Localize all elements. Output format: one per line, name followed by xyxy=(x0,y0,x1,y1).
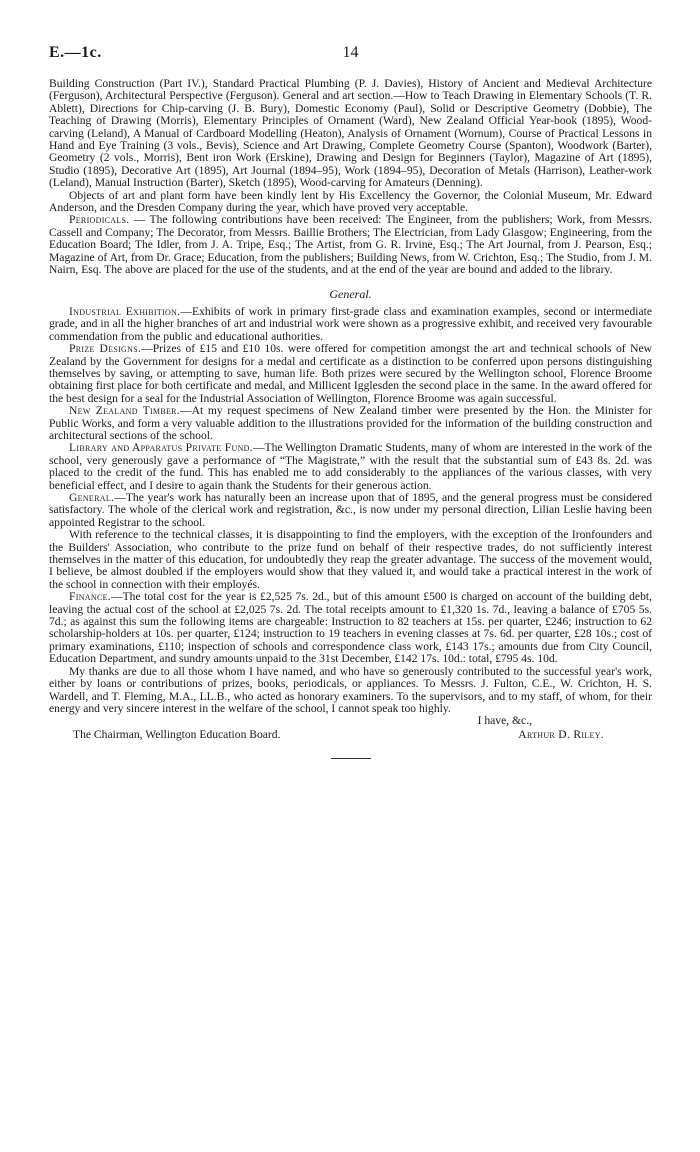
prize-designs-text: —Prizes of £15 and £10 10s. were offered for competition amongst the art and technical schools of New Zealand by the Government for designs for a medal and certificate as a distinction to be conferred upon persons distinguishing themselves by saving, or attempting to save, human life. Both prizes were secured by the Wellington school, Florence Broome obtaining first place for both certificate and medal, and Millicent Igglesden the second place in the same. In the award offered for the best design for a seal for the Industrial Association of Wellington, Florence Broome was again successful. xyxy=(49,342,652,405)
valediction: I have, &c., xyxy=(477,714,532,728)
new-zealand-timber-heading: New Zealand Timber. xyxy=(69,404,180,418)
page-number: 14 xyxy=(342,44,359,61)
paragraph-periodicals xyxy=(49,214,652,276)
new-zealand-timber-text: —At my request specimens of New Zealand timber were presented by the Hon. the Minister for Public Works, and form a very valuable addition to the illustrations provided for the information of the building construction and architectural sections of the school. xyxy=(49,404,652,442)
finance-heading: Finance. xyxy=(69,590,111,604)
addressee: The Chairman, Wellington Education Board. xyxy=(73,727,281,741)
paragraph-finance xyxy=(49,591,652,665)
paragraph-thanks: My thanks are due to all those whom I have named, and who have so generously contributed to the successful year's work, either by loans or contributions of prizes, books, periodicals, or appliances. To Messrs. J. Fulton, C.E., W. Crichton, H. S. Wardell, and T. Fleming, M.A., LL.B., who acted as honorary examiners. To the supervisors, and to my staff, of whom, for their energy and very sincere interest in the welfare of the school, I cannot speak too highly. xyxy=(49,664,652,715)
prize-designs-heading: Prize Designs. xyxy=(69,342,142,356)
industrial-exhibition-text: —Exhibits of work in primary first-grade class and examination examples, second or intermediate grade, and in all the higher branches of art and industrial work were shown as a progressive exhibit, and received very favourable commendation from the public and educational authorities. xyxy=(49,304,652,343)
library-fund-heading: Library and Apparatus Private Fund. xyxy=(69,441,253,455)
paragraph-books: Building Construction (Part IV.), Standard Practical Plumbing (P. J. Davies), History of Ancient and Medieval Architecture (Ferguson), Architectural Perspective (Ferguson). General and art section.—How to Teach Drawing in Elementary Schools (T. R. Ablett), Directions for Chip-carving (J. B. Bury), Domestic Economy (Paul), Solid or Descriptive Geometry (Dobbie), The Teaching of Drawing (Morris), Elementary Principles of Ornament (Ward), New Zealand Official Year-book (1895), Wood-carving (Leland), A Manual of Cardboard Modelling (Heaton), Analysis of Ornament (Wornum), Course of Practical Lessons in Hand and Eye Training (3 vols., Bevis), Science and Art Drawing, Complete Geometry Course (Spanton), Woodwork (Barter), Geometry (2 vols., Morris), Bent iron Work (Erskine), Drawing and Design for Beginners (Taylor), Magazine of Art (1895), Studio (1895), Decorative Art (1895), Art Journal (1894–95), Work (1894–95), Decoration of Metals (Harrison), Leather-work (Leland), Manual Instruction (Barter), Sketch (1895), Wood-carving for Amateurs (Denning). xyxy=(49,77,652,190)
paragraph-prize-designs xyxy=(49,343,652,405)
paragraph-objects: Objects of art and plant form have been kindly lent by His Excellency the Governor, the Colonial Museum, Mr. Edward Anderson, and the Dresden Company during the year, which have proved very acceptable. xyxy=(49,188,652,215)
periodicals-text: — The following contributions have been received: The Engineer, from the publishers; Work, from Messrs. Cassell and Company; The Decorator, from Messrs. Baillie Brothers; The Electrician, from Lady Glasgow; Engineering, from the Education Board; The Idler, from J. A. Tripe, Esq.; The Artist, from G. R. Irvine, Esq.; The Art Journal, from J. Pearson, Esq.; Magazine of Art, from Dr. Grace; Education, from the publishers; Building News, from W. Crichton, Esq.; The Studio, from J. M. Nairn, Esq. The above are placed for the use of the students, and at the end of the year are bound and added to the library. xyxy=(49,213,652,277)
page-header xyxy=(49,44,652,70)
paragraph-general xyxy=(49,492,652,529)
report-body xyxy=(49,78,652,742)
general-heading: General. xyxy=(69,491,115,504)
general-text: —The year's work has naturally been an increase upon that of 1895, and the general progress must be considered satisfactory. The whole of the clerical work and registration, &c., is now under my personal direction, Lilian Leslie having been appointed Registrar to the school. xyxy=(49,491,652,529)
signature-line xyxy=(49,729,652,742)
section-heading-general: General. xyxy=(329,286,372,301)
report-reference: E.—1c. xyxy=(49,44,102,61)
periodicals-heading: Periodicals. xyxy=(69,213,130,227)
author-signature: Arthur D. Riley. xyxy=(518,727,604,741)
industrial-exhibition-heading: Industrial Exhibition. xyxy=(69,304,181,318)
closing-rule xyxy=(331,758,371,759)
finance-text: —The total cost for the year is £2,525 7s. 2d., but of this amount £500 is charged on account of the building debt, leaving the actual cost of the school at £2,025 7s. 2d. The total receipts amount to £1,320 1s. 7d., leaving a balance of £705 5s. 7d.; as against this sum the following items are chargeable: Instruction to 82 teachers at 15s. per quarter, £246; instruction to 62 scholarship-holders at 10s. per quarter, £124; instruction to 19 teachers in evening classes at 7s. 6d. per quarter, £28 10s.; cost of primary examinations, £110; inspection of schools and correspondence class work, £143 17s.; amounts due from City Council, Education Department, and sundry amounts unpaid to the 31st December, £142 17s. 10d.: total, £795 4s. 10d. xyxy=(49,590,652,666)
paragraph-industrial-exhibition xyxy=(49,306,652,343)
paragraph-technical-classes: With reference to the technical classes, it is disappointing to find the employers, with the exception of the Ironfounders and the Builders' Association, who contribute to the prize fund on behalf of their respective trades, do not sufficiently interest themselves in the matter of this education, for undoubtedly they reap the greater advantage. The success of the movement would, I believe, be almost doubled if the employers would show that they valued it, and would take a practical interest in the work of the school in connection with their employés. xyxy=(49,528,652,591)
library-fund-text: —The Wellington Dramatic Students, many of whom are interested in the work of the school, very generously gave a performance of “The Magistrate,” with the result that the substantial sum of £43 8s. 2d. was placed to the credit of the fund. This has enabled me to add considerably to the appliances of the various classes, with very beneficial effect, and I desire to again thank the Students for their generous action. xyxy=(49,441,653,492)
paragraph-library-fund xyxy=(49,442,652,492)
paragraph-new-zealand-timber xyxy=(49,405,652,442)
